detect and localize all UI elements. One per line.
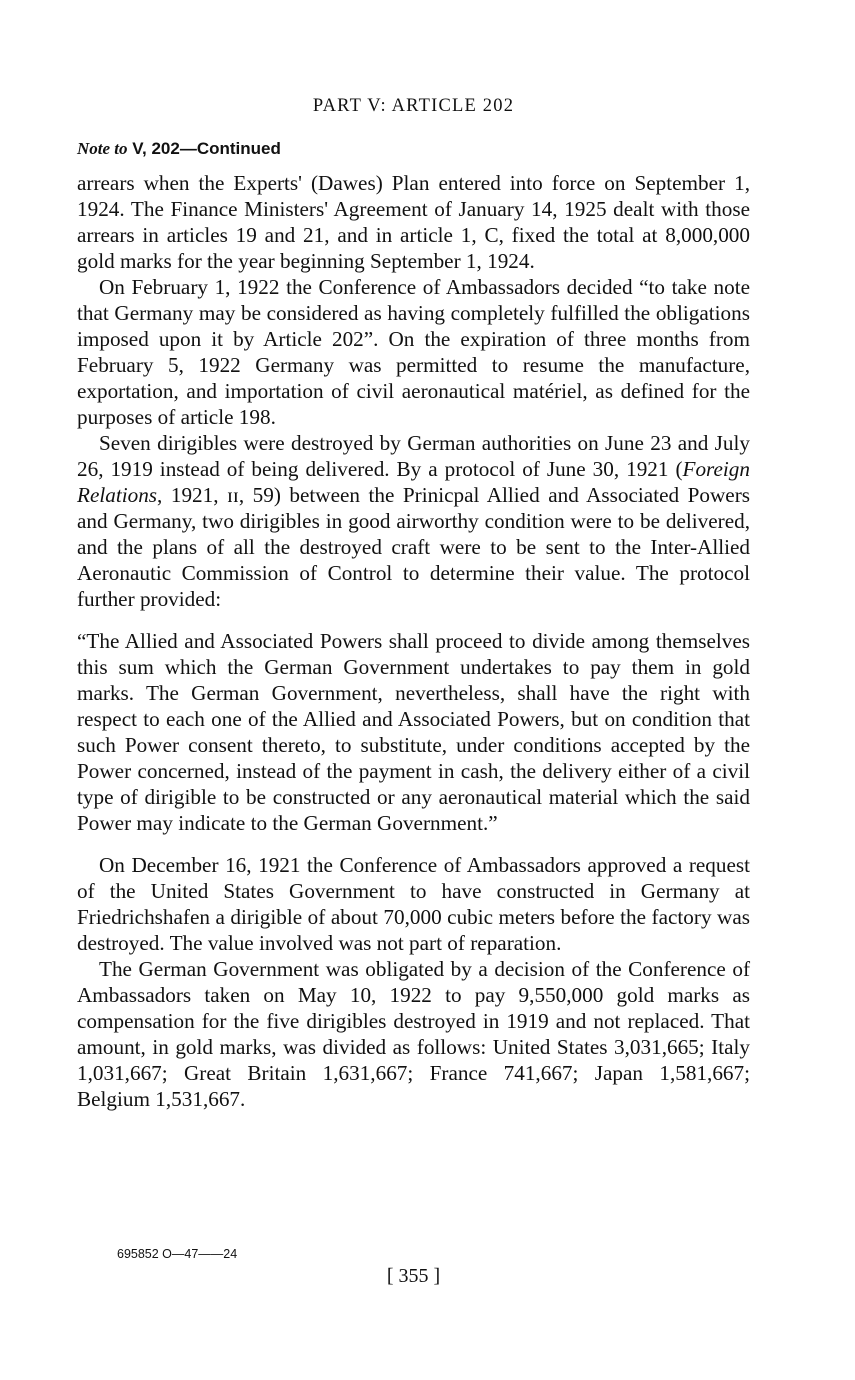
- paragraph-dirigibles: [77, 430, 750, 612]
- page-number: [ 355 ]: [386, 1265, 441, 1287]
- note-label-italic: Note to: [77, 139, 128, 158]
- body-text: [77, 170, 750, 1112]
- note-label-rest: V, 202—Continued: [127, 139, 281, 158]
- paragraph-conference-decision: On February 1, 1922 the Conference of Ambassadors decided “to take note that Germany may be considered as having completely fulfilled the obligations imposed upon it by Article 202”. On the expiration of three months from February 5, 1922 Germany was permitted to resume the manufacture, exportation, and importation of civil aeronautical matériel, as defined for the purposes of article 198.: [77, 275, 750, 429]
- paragraph-friedrichshafen: On December 16, 1921 the Conference of Ambassadors approved a request of the United States Government to have constructed in Germany at Friedrichshafen a dirigible of about 70,000 cubic meters before the factory was destroyed. The value involved was not part of reparation.: [77, 853, 750, 955]
- paragraph-compensation: The German Government was obligated by a decision of the Conference of Ambassadors taken on May 10, 1922 to pay 9,550,000 gold marks as compensation for the five dirigibles destroyed in 1919 and not replaced. That amount, in gold marks, was divided as follows: United States 3,031,665; Italy 1,031,667; Great Britain 1,631,667; France 741,667; Japan 1,581,667; Belgium 1,531,667.: [77, 957, 750, 1111]
- paragraph-dirigibles-start: Seven dirigibles were destroyed by German authorities on June 23 and July 26, 1919 instead of being delivered. By a protocol of June 30, 1921 (: [77, 431, 750, 481]
- note-heading: [77, 139, 281, 159]
- foreign-relations-title: Foreign Relations: [77, 457, 750, 507]
- protocol-quotation: “The Allied and Associated Powers shall proceed to divide among themselves this sum which the German Government undertakes to pay them in gold marks. The German Government, nevertheless, shall have the right with respect to each one of the Allied and Associated Powers, but on condition that such Power consent thereto, to substitute, under conditions accepted by the Power concerned, instead of the payment in cash, the delivery either of a civil type of dirigible to be constructed or any aeronautical material which the said Power may indicate to the German Government.”: [77, 629, 750, 835]
- paragraph-arrears: arrears when the Experts' (Dawes) Plan entered into force on September 1, 1924. The Finance Ministers' Agreement of January 14, 1925 dealt with those arrears in articles 19 and 21, and in article 1, C, fixed the total at 8,000,000 gold marks for the year beginning September 1, 1924.: [77, 171, 750, 273]
- paragraph-dirigibles-end: , 1921, ɪɪ, 59) between the Prinicpal Allied and Associated Powers and Germany, two dirigibles in good airworthy condition were to be delivered, and the plans of all the destroyed craft were to be sent to the Inter-Allied Aeronautic Commission of Control to determine their value. The protocol further provided:: [77, 483, 750, 611]
- running-head: PART V: ARTICLE 202: [312, 96, 515, 116]
- printer-mark: 695852 O—47——24: [117, 1247, 238, 1261]
